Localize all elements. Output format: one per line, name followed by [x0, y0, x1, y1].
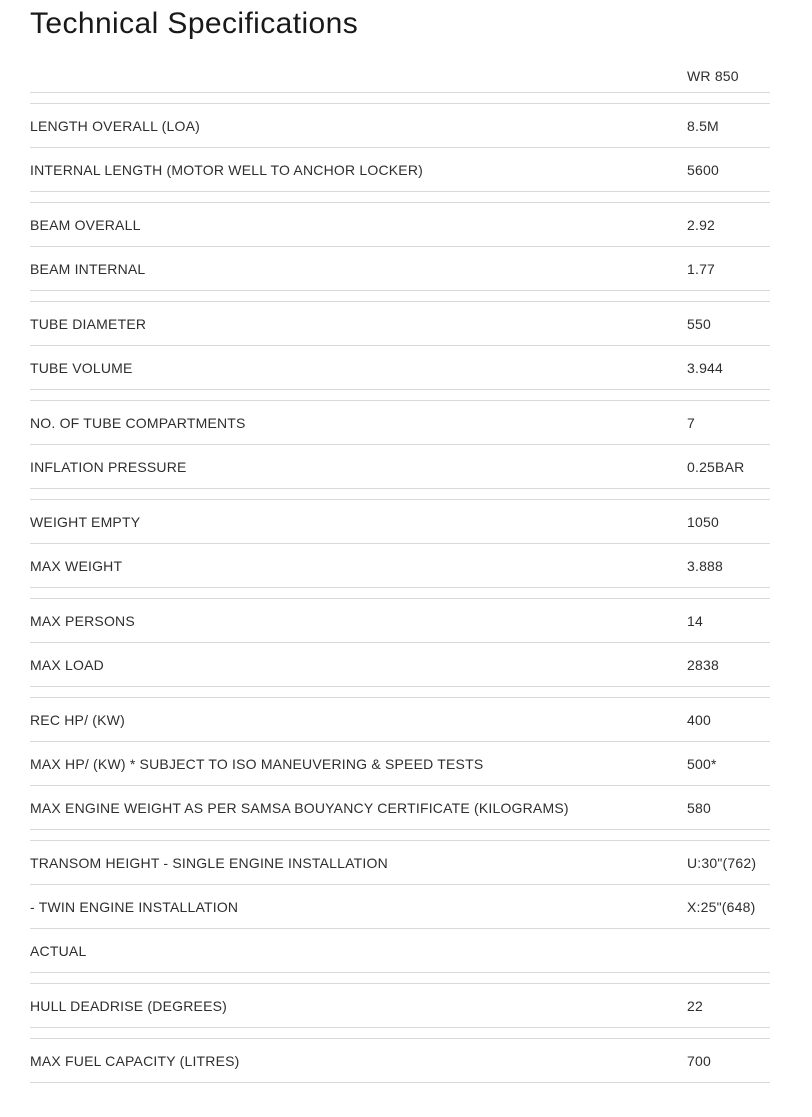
group-separator — [30, 192, 770, 203]
spec-row — [30, 104, 770, 148]
spec-row — [30, 984, 770, 1028]
group-separator — [30, 973, 770, 984]
spec-label: REC HP/ (KW) — [30, 711, 125, 728]
spec-value: X:25"(648) — [687, 898, 756, 915]
spec-value: 0.25BAR — [687, 458, 745, 475]
spec-page — [0, 8, 812, 1083]
spec-value: 5600 — [687, 161, 719, 178]
spec-value: 3.944 — [687, 359, 724, 376]
spec-label: MAX HP/ (KW) * SUBJECT TO ISO MANEUVERING & SPEED TESTS — [30, 755, 484, 772]
spec-row — [30, 1039, 770, 1083]
spec-label: INFLATION PRESSURE — [30, 458, 187, 475]
spec-label: MAX FUEL CAPACITY (LITRES) — [30, 1052, 240, 1069]
spec-row — [30, 544, 770, 588]
spec-value: U:30"(762) — [687, 854, 757, 871]
spec-label: HULL DEADRISE (DEGREES) — [30, 997, 228, 1014]
spec-row — [30, 643, 770, 687]
spec-value: 700 — [687, 1052, 711, 1069]
spec-row — [30, 599, 770, 643]
spec-value: 8.5M — [687, 117, 719, 134]
table-body — [30, 93, 770, 1083]
spec-label: MAX WEIGHT — [30, 557, 123, 574]
spec-row — [30, 247, 770, 291]
spec-row — [30, 885, 770, 929]
spec-label: BEAM OVERALL — [30, 216, 141, 233]
spec-row — [30, 302, 770, 346]
spec-label: INTERNAL LENGTH (MOTOR WELL TO ANCHOR LOCKER) — [30, 161, 424, 178]
spec-row — [30, 148, 770, 192]
spec-label: - TWIN ENGINE INSTALLATION — [30, 898, 239, 915]
spec-value: 2.92 — [687, 216, 716, 233]
spec-row — [30, 500, 770, 544]
group-separator — [30, 687, 770, 698]
spec-label: MAX ENGINE WEIGHT AS PER SAMSA BOUYANCY CERTIFICATE (KILOGRAMS) — [30, 799, 569, 816]
spec-label: MAX PERSONS — [30, 612, 135, 629]
group-separator — [30, 291, 770, 302]
spec-row — [30, 346, 770, 390]
group-separator — [30, 93, 770, 104]
spec-label: BEAM INTERNAL — [30, 260, 146, 277]
spec-label: ACTUAL — [30, 942, 87, 959]
spec-row — [30, 929, 770, 973]
spec-value: 7 — [687, 414, 695, 431]
spec-label: LENGTH OVERALL (LOA) — [30, 117, 200, 134]
spec-label: TRANSOM HEIGHT - SINGLE ENGINE INSTALLATION — [30, 854, 388, 871]
spec-value: 580 — [687, 799, 711, 816]
group-separator — [30, 489, 770, 500]
spec-value: 550 — [687, 315, 711, 332]
spec-label: WEIGHT EMPTY — [30, 513, 141, 530]
spec-label: MAX LOAD — [30, 656, 104, 673]
spec-row — [30, 742, 770, 786]
page-title: Technical Specifications — [30, 7, 359, 40]
spec-value: 3.888 — [687, 557, 724, 574]
spec-label: TUBE DIAMETER — [30, 315, 147, 332]
group-separator — [30, 390, 770, 401]
group-separator — [30, 1028, 770, 1039]
table-header-row — [30, 40, 770, 93]
spec-label: TUBE VOLUME — [30, 359, 133, 376]
spec-row — [30, 841, 770, 885]
spec-label: NO. OF TUBE COMPARTMENTS — [30, 414, 246, 431]
column-header-model: WR 850 — [687, 68, 739, 84]
spec-value: 1050 — [687, 513, 719, 530]
spec-value: 1.77 — [687, 260, 716, 277]
group-separator — [30, 588, 770, 599]
group-separator — [30, 830, 770, 841]
spec-row — [30, 401, 770, 445]
spec-value: 400 — [687, 711, 711, 728]
spec-value: 14 — [687, 612, 703, 629]
spec-row — [30, 203, 770, 247]
spec-value: 500* — [687, 755, 717, 772]
header-label-cell — [30, 84, 687, 92]
spec-value: 2838 — [687, 656, 719, 673]
spec-table — [30, 40, 770, 1083]
spec-row — [30, 445, 770, 489]
spec-row — [30, 786, 770, 830]
spec-value: 22 — [687, 997, 703, 1014]
spec-row — [30, 698, 770, 742]
